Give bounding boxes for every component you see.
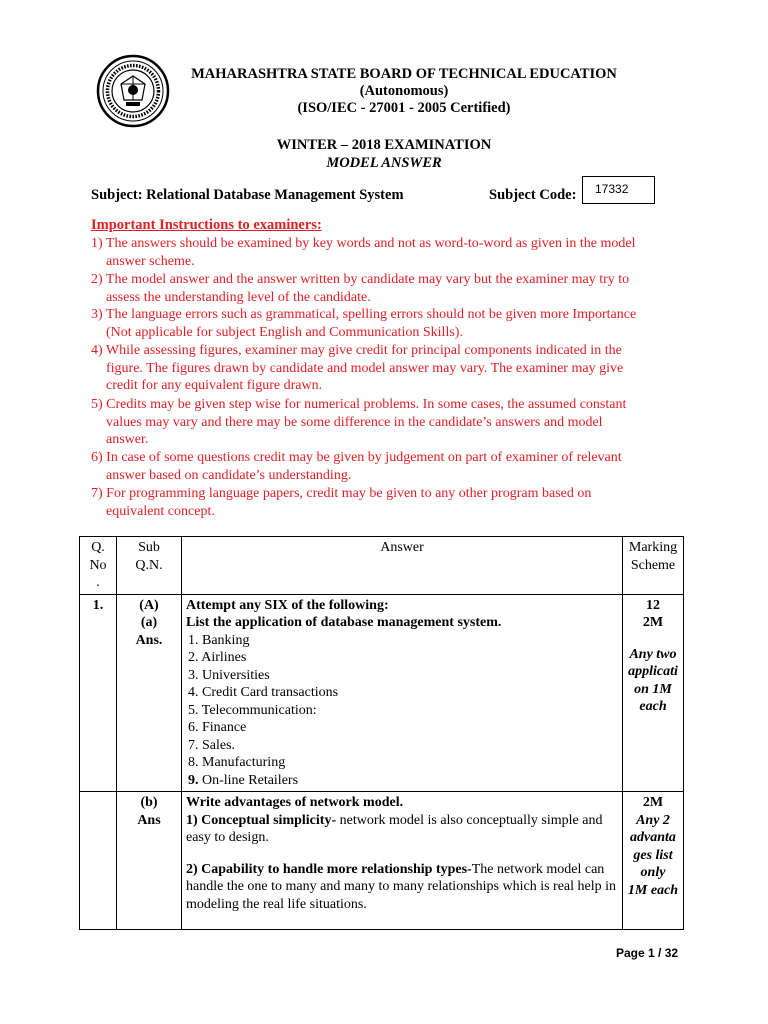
board-title: MAHARASHTRA STATE BOARD OF TECHNICAL EDUCATION (191, 66, 617, 82)
list-item: 3. Universities (188, 667, 270, 683)
row1-sub: (A) (a) Ans. (117, 594, 182, 792)
list-item: 6. Finance (188, 720, 247, 735)
header-qno: Q. No . (80, 537, 117, 595)
answer-table (79, 536, 684, 930)
instruction-item: 2) The model answer and the answer written by candidate may vary but the examiner may try to assess the understanding level of the candidate. (91, 272, 630, 305)
instruction-item: 7) For programming language papers, credit may be given to any other program based on equivalent concept. (91, 486, 592, 519)
header-subqn: Sub Q.N. (117, 537, 182, 595)
subject-name: Subject: Relational Database Management System (91, 187, 404, 203)
instruction-item: 4) While assessing figures, examiner may give credit for principal components indicated in the figure. The figures drawn by candidate and model answer may vary. The examiner may give credit for any equivalent figure drawn. (91, 343, 624, 393)
instruction-item: 1) The answers should be examined by key words and not as word-to-word as given in the model answer scheme. (91, 236, 636, 269)
row2-answer: Write advantages of network model. 1) Conceptual simplicity- network model is also conceptually simple and easy to design. 2) Capability to handle more relationship types-The network model can handle the one to many and many to many relationships which is real help in modeling the real life situations. (182, 792, 623, 930)
list-item: 5. Telecommunication: (188, 702, 317, 718)
list-item: 8. Manufacturing (188, 755, 286, 770)
row2-marking: 2M Any 2 advanta ges list only 1M each (623, 792, 684, 930)
table-row (80, 594, 684, 792)
instruction-item: 6) In case of some questions credit may be given by judgement on part of examiner of relevant answer based on candidate’s understanding. (91, 450, 622, 483)
board-autonomous: (Autonomous) (359, 83, 449, 99)
exam-title: WINTER – 2018 EXAMINATION (276, 137, 492, 153)
list-item: 2. Airlines (188, 650, 247, 665)
answer-paragraph: 1) Conceptual simplicity- network model is also conceptually simple and easy to design. (186, 812, 603, 845)
table-header-row (80, 537, 684, 595)
row2-qno (80, 792, 117, 930)
answer-paragraph: 2) Capability to handle more relationship types-The network model can handle the one to many and many to many relationships which is real help in modeling the real life situations. (186, 861, 617, 912)
page-number: Page 1 / 32 (616, 946, 679, 960)
row1-marking: 12 2M Any two applicati on 1M each (623, 594, 684, 792)
list-item: 4. Credit Card transactions (188, 685, 339, 700)
instructions-title: Important Instructions to examiners: (91, 217, 322, 233)
list-item: 1. Banking (188, 632, 250, 648)
header-marking: Marking Scheme (623, 537, 684, 595)
row2-sub: (b) Ans (117, 792, 182, 930)
row1-qno: 1. (80, 594, 117, 792)
list-item: 7. Sales. (188, 737, 236, 753)
header-answer: Answer (182, 537, 623, 595)
list-item: 9. On-line Retailers (188, 772, 299, 788)
table-row (80, 792, 684, 930)
board-certification: (ISO/IEC - 27001 - 2005 Certified) (297, 100, 511, 116)
instruction-item: 5) Credits may be given step wise for numerical problems. In some cases, the assumed constant values may vary and there may be some difference in the candidate’s answers and model answer. (91, 397, 627, 447)
exam-subtitle: MODEL ANSWER (326, 155, 442, 171)
subject-code-label: Subject Code: (489, 187, 577, 203)
row1-answer: Attempt any SIX of the following: List the application of database management system. 1. Banking 2. Airlines 3. Universities 4. Credit Card transactions 5. Telecommunication: 6. Finance 7. Sales. 8. Manufacturing 9. On-line Retailers (182, 594, 623, 792)
instruction-item: 3) The language errors such as grammatical, spelling errors should not be given more Importance (Not applicable for subject English and Communication Skills). (91, 307, 637, 340)
subject-code-box: 17332 (582, 176, 655, 204)
